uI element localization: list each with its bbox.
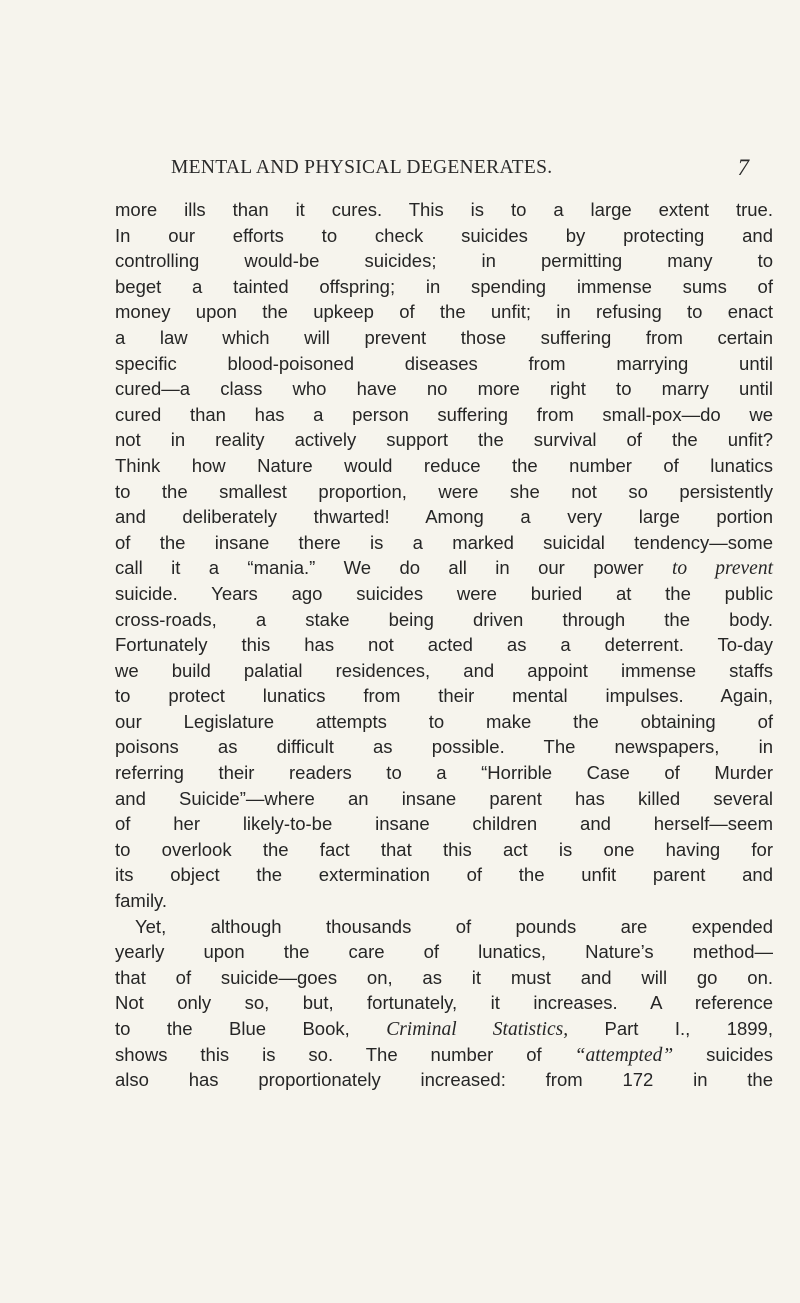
text-line: we build palatial residences, and appoint immense staffs bbox=[115, 659, 773, 681]
text-line: specific blood-poisoned diseases from marrying until bbox=[115, 352, 773, 374]
text-line: family. bbox=[115, 890, 168, 912]
text-line: In our efforts to check suicides by protecting and bbox=[115, 224, 773, 246]
running-head bbox=[171, 157, 749, 187]
body-text bbox=[115, 197, 773, 1093]
text-line: not in reality actively support the survival of the unfit? bbox=[115, 429, 773, 451]
running-title: MENTAL AND PHYSICAL DEGENERATES. bbox=[171, 157, 553, 178]
text-line: Yet, although thousands of pounds are expended bbox=[135, 915, 773, 937]
text-line: Fortunately this has not acted as a deterrent. To-day bbox=[115, 634, 773, 656]
text-segment: to the Blue Book, bbox=[115, 1018, 387, 1039]
text-line: also has proportionately increased: from 172 in the bbox=[115, 1069, 773, 1091]
page-number: 7 bbox=[737, 155, 749, 180]
text-line: to the smallest proportion, were she not so persistently bbox=[115, 480, 773, 502]
text-line: suicide. Years ago suicides were buried at the public bbox=[115, 582, 773, 604]
italic-title: Criminal Statistics, bbox=[386, 1019, 569, 1040]
text-line: cured—a class who have no more right to marry until bbox=[115, 378, 773, 400]
text-line: and Suicide”—where an insane parent has killed several bbox=[115, 787, 773, 809]
text-line: of the insane there is a marked suicidal tendency—some bbox=[115, 531, 773, 553]
text-segment: suicides bbox=[673, 1043, 773, 1065]
text-line: cured than has a person suffering from small-pox—do we bbox=[115, 403, 773, 425]
text-line: its object the extermination of the unfit parent and bbox=[115, 864, 773, 886]
italic-emphasis: “attempted” bbox=[574, 1044, 674, 1066]
text-line: controlling would-be suicides; in permitting many to bbox=[115, 250, 773, 272]
text-segment: call it a “mania.” We do all in our power bbox=[115, 557, 672, 579]
text-line bbox=[115, 1016, 773, 1042]
text-line: Think how Nature would reduce the number of lunatics bbox=[115, 454, 773, 476]
text-line: to overlook the fact that this act is one having for bbox=[115, 838, 773, 860]
text-line: a law which will prevent those suffering from certain bbox=[115, 326, 773, 348]
text-segment: Part I., 1899, bbox=[568, 1018, 773, 1039]
text-line: Not only so, but, fortunately, it increases. A reference bbox=[115, 992, 773, 1014]
text-line: our Legislature attempts to make the obtaining of bbox=[115, 710, 773, 732]
text-line: money upon the upkeep of the unfit; in refusing to enact bbox=[115, 301, 773, 323]
text-line bbox=[115, 1042, 773, 1068]
text-line: poisons as difficult as possible. The newspapers, in bbox=[115, 736, 773, 758]
text-line: yearly upon the care of lunatics, Nature’s method— bbox=[115, 941, 773, 963]
text-line: cross-roads, a stake being driven through the body. bbox=[115, 608, 773, 630]
text-line: and deliberately thwarted! Among a very large portion bbox=[115, 506, 773, 528]
text-line: referring their readers to a “Horrible Case of Murder bbox=[115, 762, 773, 784]
text-line: to protect lunatics from their mental impulses. Again, bbox=[115, 685, 773, 707]
text-line: more ills than it cures. This is to a large extent true. bbox=[115, 199, 773, 220]
italic-emphasis: to prevent bbox=[671, 558, 773, 580]
text-line: of her likely-to-be insane children and herself—seem bbox=[115, 813, 773, 835]
text-line: that of suicide—goes on, as it must and will go on. bbox=[115, 966, 773, 988]
text-line bbox=[115, 555, 773, 581]
text-line: beget a tainted offspring; in spending immense sums of bbox=[115, 275, 773, 297]
text-segment: shows this is so. The number of bbox=[115, 1043, 575, 1065]
